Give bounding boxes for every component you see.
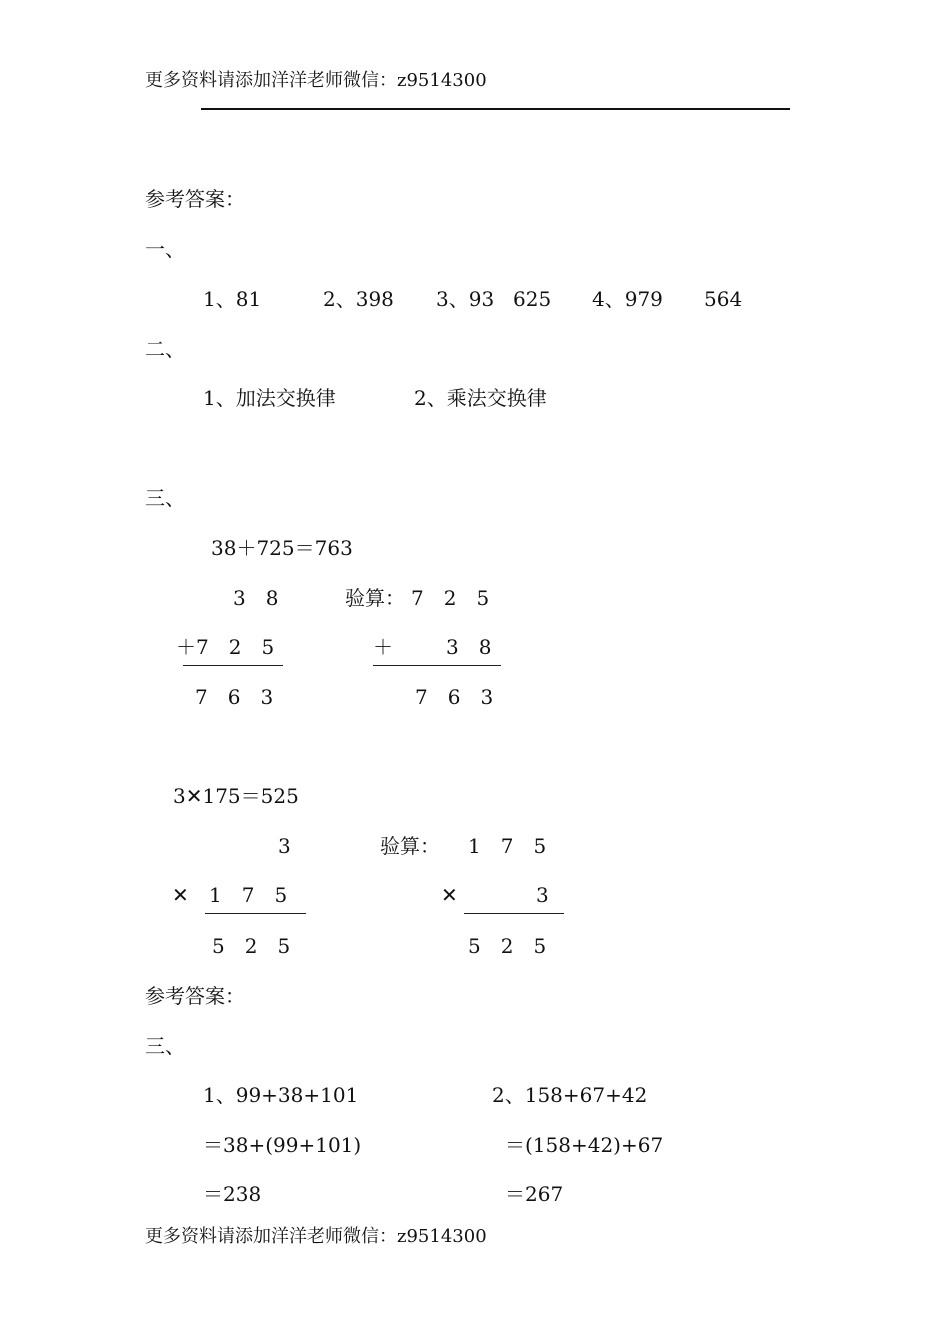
section-two-label: 二、 bbox=[145, 337, 185, 361]
section-four-label: 三、 bbox=[145, 1034, 185, 1058]
addition-check-operator: ＋ bbox=[373, 635, 393, 659]
addition-second-row: ＋7 2 5 bbox=[176, 635, 275, 659]
addition-top-digits: 3 8 bbox=[233, 586, 279, 610]
section-one-item: 4、979 bbox=[592, 287, 663, 311]
addition-check-label: 验算： bbox=[345, 586, 405, 610]
answer-title-second: 参考答案： bbox=[145, 984, 245, 1008]
problem-two-line: ＝(158+42)+67 bbox=[505, 1133, 664, 1157]
addition-check-line bbox=[373, 665, 501, 666]
multiplication-line bbox=[205, 913, 306, 914]
section-three-label: 三、 bbox=[145, 486, 185, 510]
section-two-item: 1、加法交换律 bbox=[203, 386, 336, 410]
multiplication-top: 3 bbox=[278, 834, 291, 858]
problem-two-line: 2、158+67+42 bbox=[492, 1083, 648, 1107]
addition-check-result: 7 6 3 bbox=[415, 685, 494, 709]
multiplication-second: 1 7 5 bbox=[209, 883, 288, 907]
problem-one-line: ＝38+(99+101) bbox=[203, 1133, 362, 1157]
section-one-item: 564 bbox=[704, 287, 743, 311]
multiplication-check-line bbox=[464, 913, 564, 914]
addition-equation: 38＋725＝763 bbox=[211, 536, 353, 560]
section-two-item: 2、乘法交换律 bbox=[414, 386, 547, 410]
multiplication-equation: 3✕175＝525 bbox=[173, 784, 299, 808]
multiplication-operator: ✕ bbox=[172, 883, 189, 907]
answer-title: 参考答案： bbox=[145, 187, 245, 211]
addition-result: 7 6 3 bbox=[195, 685, 274, 709]
section-one-item: 2、398 bbox=[323, 287, 394, 311]
section-one-label: 一、 bbox=[145, 237, 185, 261]
addition-line bbox=[183, 665, 283, 666]
problem-two-line: ＝267 bbox=[505, 1182, 564, 1206]
section-one-item: 625 bbox=[513, 287, 552, 311]
multiplication-check-top: 1 7 5 bbox=[468, 834, 547, 858]
problem-one-line: 1、99+38+101 bbox=[203, 1083, 359, 1107]
addition-check-second: 3 8 bbox=[446, 635, 492, 659]
multiplication-check-operator: ✕ bbox=[441, 883, 458, 907]
section-one-item: 3、93 bbox=[436, 287, 495, 311]
multiplication-result: 5 2 5 bbox=[212, 934, 291, 958]
multiplication-check-second: 3 bbox=[536, 883, 549, 907]
footer-text: 更多资料请添加洋洋老师微信：z9514300 bbox=[145, 1226, 487, 1247]
problem-one-line: ＝238 bbox=[203, 1182, 262, 1206]
multiplication-check-label: 验算： bbox=[380, 834, 440, 858]
header-text: 更多资料请添加洋洋老师微信：z9514300 bbox=[145, 70, 487, 91]
addition-check-top: 7 2 5 bbox=[411, 586, 490, 610]
section-one-item: 1、81 bbox=[203, 287, 262, 311]
header-rule bbox=[201, 108, 790, 110]
multiplication-check-result: 5 2 5 bbox=[468, 934, 547, 958]
